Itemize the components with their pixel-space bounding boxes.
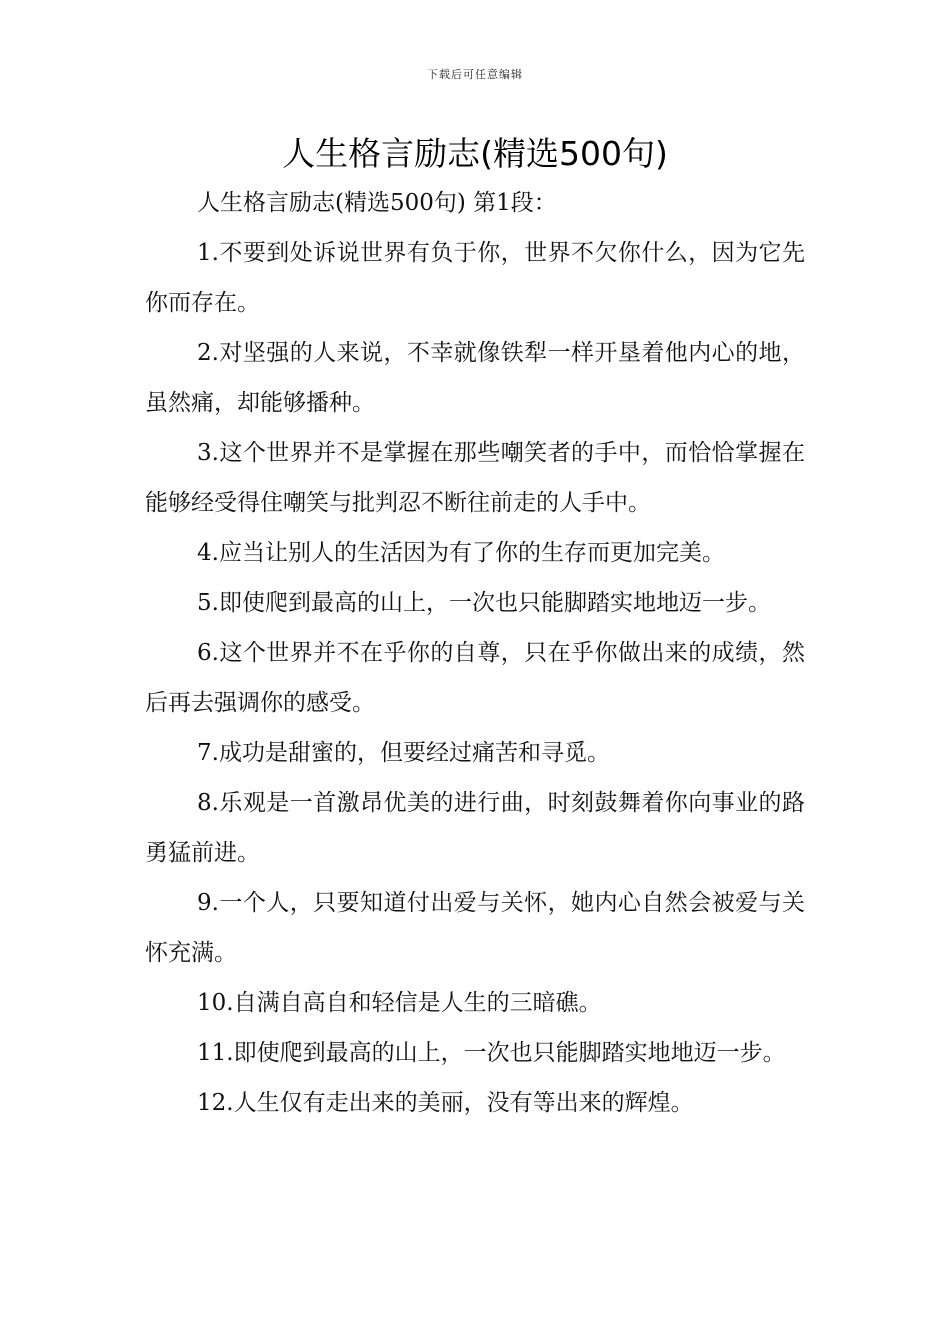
header-note: 下载后可任意编辑: [427, 68, 523, 81]
quote-item-9: 9.一个人，只要知道付出爱与关怀，她内心自然会被爱与关怀充满。: [145, 890, 805, 966]
page-title: 人生格言励志(精选500句): [282, 134, 668, 173]
quote-item-1: 1.不要到处诉说世界有负于你，世界不欠你什么，因为它先你而存在。: [145, 240, 805, 316]
quote-item-12: 12.人生仅有走出来的美丽，没有等出来的辉煌。: [197, 1090, 694, 1116]
document-body: [145, 178, 805, 1128]
quote-item-3: 3.这个世界并不是掌握在那些嘲笑者的手中，而恰恰掌握在能够经受得住嘲笑与批判忍不断往前走的人手中。: [145, 440, 805, 516]
quote-item-2: 2.对坚强的人来说，不幸就像铁犁一样开垦着他内心的地，虽然痛，却能够播种。: [145, 340, 805, 416]
quote-item-10: 10.自满自高自和轻信是人生的三暗礁。: [197, 990, 602, 1016]
quote-item-8: 8.乐观是一首激昂优美的进行曲，时刻鼓舞着你向事业的路勇猛前进。: [145, 790, 805, 866]
quote-item-7: 7.成功是甜蜜的，但要经过痛苦和寻觅。: [197, 740, 610, 766]
quote-item-5: 5.即使爬到最高的山上，一次也只能脚踏实地地迈一步。: [197, 590, 771, 616]
quote-item-4: 4.应当让别人的生活因为有了你的生存而更加完美。: [197, 540, 725, 566]
quote-item-11: 11.即使爬到最高的山上，一次也只能脚踏实地地迈一步。: [197, 1040, 786, 1066]
quote-item-6: 6.这个世界并不在乎你的自尊，只在乎你做出来的成绩，然后再去强调你的感受。: [145, 640, 805, 716]
section-heading: 人生格言励志(精选500句) 第1段：: [197, 190, 557, 216]
